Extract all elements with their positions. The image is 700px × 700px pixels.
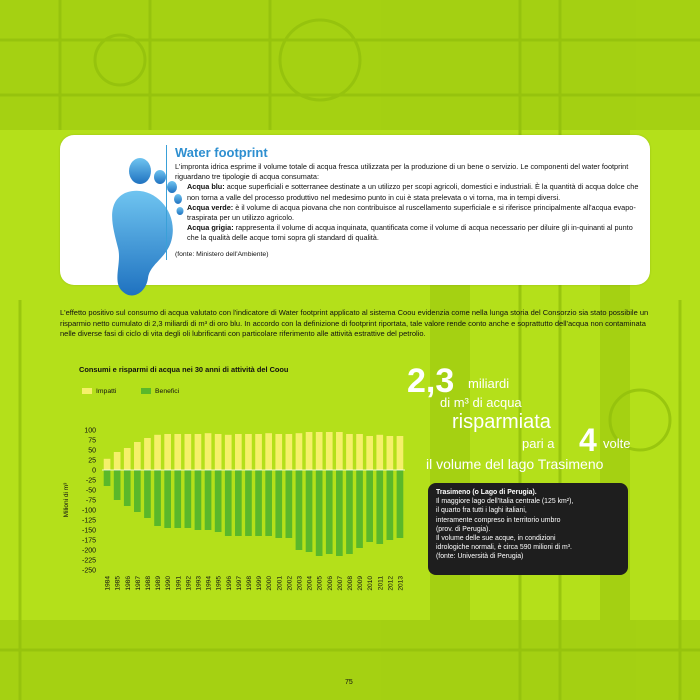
- bar-benefici: [255, 470, 262, 536]
- box-title: Water footprint: [175, 145, 268, 160]
- bar-benefici: [235, 470, 242, 536]
- x-tick-label: 1996: [225, 576, 233, 591]
- callout-number-4: 4: [579, 422, 597, 458]
- acqua-verde-text: è il volume di acqua piovana che non contribuisce al ruscellamento superficiale e si riferisce principalmente all'acqua evapo-traspirata per un utilizzo agricolo.: [187, 202, 636, 223]
- bar-impatti: [265, 433, 272, 470]
- acqua-blu-item: [175, 182, 645, 202]
- acqua-blu-term: Acqua blu:: [187, 182, 225, 192]
- bar-benefici: [134, 470, 141, 512]
- bar-benefici: [306, 470, 313, 552]
- y-tick-label: -75: [85, 497, 96, 505]
- callout-pari: pari a: [522, 436, 555, 451]
- bar-benefici: [356, 470, 363, 548]
- bar-benefici: [114, 470, 121, 500]
- bar-impatti: [215, 434, 222, 470]
- bar-benefici: [245, 470, 252, 536]
- callout-line1: miliardi: [468, 376, 510, 391]
- x-tick-label: 1987: [134, 576, 142, 591]
- body-paragraph: L'effetto positivo sul consumo di acqua valutato con l'indicatore di Water footprint applicato al sistema Coou evidenzia come nella lunga storia del Consorzio sia stato possibile un risparmio netto cumulato di 2,3 miliardi di m³ di oro blu. In accordo con la definizione di footprint riportata, tale valore rende conto anche e soprattutto dell'acqua non contaminata nelle diverse fasi di ciclo di vita degli oli lubrificanti con particolare riferimento alle attività estrattive del petrolio.: [60, 308, 649, 338]
- x-tick-label: 1999: [256, 576, 264, 591]
- bar-benefici: [387, 470, 394, 540]
- acqua-verde-term: Acqua verde:: [187, 202, 234, 212]
- bar-impatti: [114, 452, 121, 470]
- box-intro: L'impronta idrica esprime il volume totale di acqua fresca utilizzata per la produzione di un bene o servizio. Le componenti del water footprint riguardano tre tipologie di acqua consumata:: [175, 162, 629, 182]
- y-tick-label: -150: [81, 527, 96, 535]
- x-tick-label: 2013: [397, 576, 405, 591]
- bar-impatti: [346, 434, 353, 470]
- bar-impatti: [376, 435, 383, 470]
- bar-impatti: [286, 434, 293, 470]
- acqua-grigia-text: rappresenta il volume di acqua inquinata, quantificata come il volume di acqua necessario per diluire gli in-quinanti al punto che la qualità delle acque torni sopra gli standard di qualità.: [187, 223, 633, 243]
- callout-line5: il volume del lago Trasimeno: [426, 456, 604, 472]
- x-tick-label: 2006: [326, 576, 334, 591]
- x-tick-label: 1994: [205, 576, 213, 591]
- y-tick-label: -25: [85, 477, 96, 485]
- bar-impatti: [326, 432, 333, 470]
- trasimeno-line: Il maggiore lago dell'Italia centrale (125 km²),: [436, 498, 574, 506]
- bar-impatti: [205, 433, 212, 470]
- x-tick-label: 1990: [165, 576, 173, 591]
- bar-impatti: [144, 438, 151, 470]
- bar-benefici: [397, 470, 404, 538]
- bar-benefici: [316, 470, 323, 556]
- bar-impatti: [336, 432, 343, 470]
- bar-impatti: [164, 434, 171, 470]
- bar-benefici: [164, 470, 171, 528]
- bar-impatti: [195, 434, 202, 470]
- bar-benefici: [104, 470, 111, 486]
- bar-benefici: [225, 470, 232, 536]
- x-tick-label: 2000: [266, 576, 274, 591]
- acqua-verde-item: [175, 203, 645, 223]
- bar-benefici: [154, 470, 161, 526]
- x-tick-label: 1988: [144, 576, 152, 591]
- y-tick-label: 75: [88, 437, 96, 445]
- bar-impatti: [225, 435, 232, 470]
- x-tick-label: 1986: [124, 576, 132, 591]
- bar-benefici: [275, 470, 282, 538]
- bar-impatti: [255, 434, 262, 470]
- x-tick-label: 1989: [155, 576, 163, 591]
- bar-benefici: [205, 470, 212, 530]
- acqua-grigia-item: [175, 223, 645, 243]
- x-tick-label: 1991: [175, 576, 183, 591]
- x-tick-label: 2007: [336, 576, 344, 591]
- bar-benefici: [144, 470, 151, 518]
- legend-swatch-impatti: [82, 388, 92, 394]
- callout-volte: volte: [603, 436, 631, 451]
- bar-impatti: [235, 434, 242, 470]
- bar-benefici: [124, 470, 131, 506]
- x-tick-label: 2010: [367, 576, 375, 591]
- trasimeno-title: Trasimeno (o Lago di Perugia).: [436, 489, 537, 496]
- x-tick-label: 2009: [357, 576, 365, 591]
- callout-number: 2,3: [407, 362, 455, 400]
- bar-impatti: [397, 436, 404, 470]
- trasimeno-line: il quarto fra tutti i laghi italiani,: [436, 507, 527, 515]
- x-tick-label: 2005: [316, 576, 324, 591]
- bar-benefici: [326, 470, 333, 554]
- trasimeno-line: (fonte: Università di Perugia): [436, 553, 524, 561]
- legend-item-impatti: [82, 388, 116, 395]
- y-tick-label: 25: [88, 457, 96, 465]
- bar-benefici: [174, 470, 181, 528]
- y-tick-label: -100: [81, 507, 96, 515]
- acqua-grigia-term: Acqua grigia:: [187, 223, 234, 233]
- x-tick-label: 1998: [245, 576, 253, 591]
- x-tick-label: 1993: [195, 576, 203, 591]
- bar-benefici: [346, 470, 353, 554]
- acqua-blu-text: acque superficiali e sotterranee destinate a un utilizzo per scopi agricoli, domestici e industriali. È la quantità di acqua dolce che non torna a valle del processo produttivo nel medesimo punto in cui è stata prelevata o vi torna, ma in tempi diversi.: [187, 182, 639, 202]
- y-tick-label: -50: [85, 487, 96, 495]
- chart-title: Consumi e risparmi di acqua nei 30 anni di attività del Coou: [79, 365, 289, 374]
- x-tick-label: 2003: [296, 576, 304, 591]
- y-axis-label: Milioni di m³: [63, 482, 70, 518]
- trasimeno-box: [428, 483, 628, 575]
- x-tick-label: 2002: [286, 576, 294, 591]
- bar-benefici: [286, 470, 293, 538]
- bar-impatti: [366, 436, 373, 470]
- callout-line3: risparmiata: [452, 411, 551, 433]
- x-tick-label: 2001: [276, 576, 284, 591]
- trasimeno-line: idrologiche normali, è circa 590 milioni di m³.: [436, 544, 572, 552]
- bar-impatti: [185, 434, 192, 470]
- x-tick-label: 2008: [346, 576, 354, 591]
- trasimeno-line: Il volume delle sue acque, in condizioni: [436, 535, 556, 543]
- y-tick-label: -200: [81, 547, 96, 555]
- bar-impatti: [174, 434, 181, 470]
- bar-impatti: [275, 434, 282, 470]
- bar-benefici: [195, 470, 202, 530]
- bar-impatti: [134, 442, 141, 470]
- bar-impatti: [387, 436, 394, 470]
- x-tick-label: 2012: [387, 576, 395, 591]
- bar-impatti: [296, 433, 303, 470]
- y-tick-label: -175: [81, 537, 96, 545]
- legend-item-benefici: [141, 388, 179, 395]
- x-tick-label: 1997: [235, 576, 243, 591]
- bar-impatti: [104, 459, 111, 470]
- y-tick-label: -250: [81, 567, 96, 575]
- y-tick-label: 50: [88, 447, 96, 455]
- water-bar-chart: [55, 405, 415, 615]
- legend-label-impatti: Impatti: [96, 388, 117, 395]
- y-tick-label: -125: [81, 517, 96, 525]
- bar-impatti: [124, 448, 131, 470]
- box-source: (fonte: Ministero dell'Ambiente): [175, 250, 269, 258]
- legend-label-benefici: Benefici: [155, 388, 180, 395]
- y-tick-label: 0: [92, 467, 96, 475]
- bar-benefici: [265, 470, 272, 536]
- page-number: 75: [345, 679, 353, 686]
- trasimeno-line: (prov. di Perugia).: [436, 525, 491, 533]
- x-tick-label: 1984: [104, 576, 112, 591]
- water-footprint-box: [60, 135, 650, 285]
- bar-benefici: [336, 470, 343, 556]
- bar-impatti: [306, 432, 313, 470]
- x-tick-label: 1992: [185, 576, 193, 591]
- bar-benefici: [366, 470, 373, 542]
- x-tick-label: 2004: [306, 576, 314, 591]
- bar-benefici: [296, 470, 303, 550]
- y-tick-label: -225: [81, 557, 96, 565]
- bar-impatti: [356, 434, 363, 470]
- y-tick-label: 100: [84, 427, 96, 435]
- bar-impatti: [316, 432, 323, 470]
- bar-benefici: [185, 470, 192, 528]
- bar-impatti: [245, 434, 252, 470]
- legend-swatch-benefici: [141, 388, 151, 394]
- bar-impatti: [154, 435, 161, 470]
- bar-benefici: [215, 470, 222, 532]
- trasimeno-line: interamente compreso in territorio umbro: [436, 516, 561, 524]
- x-tick-label: 1985: [114, 576, 122, 591]
- x-tick-label: 2011: [377, 576, 385, 591]
- callout-line2: di m³ di acqua: [440, 395, 522, 410]
- bar-benefici: [376, 470, 383, 544]
- x-tick-label: 1995: [215, 576, 223, 591]
